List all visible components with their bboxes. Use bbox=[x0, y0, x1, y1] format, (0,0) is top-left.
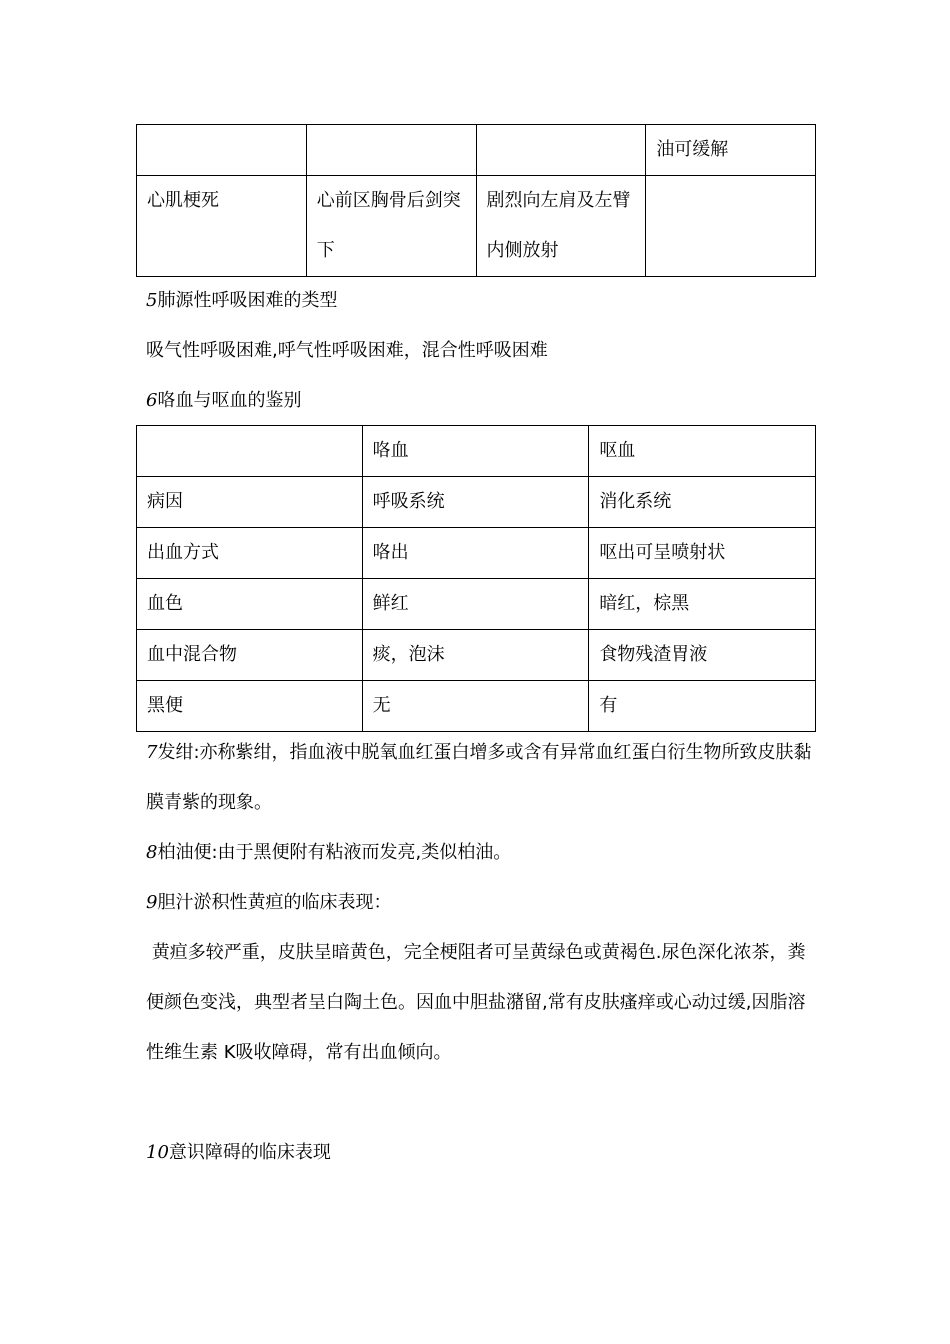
table-row bbox=[137, 681, 816, 732]
section-9-body: 黄疸多较严重，皮肤呈暗黄色，完全梗阻者可呈黄绿色或黄褐色.尿色深化浓茶，粪便颜色变浅，典型者呈白陶土色。因血中胆盐潴留,常有皮肤瘙痒或心动过缓,因脂溶性维生素 K吸收障碍，常有出血倾向。 bbox=[146, 942, 806, 1063]
table-cell: 病因 bbox=[137, 477, 363, 528]
table-cell: 食物残渣胃液 bbox=[589, 630, 816, 681]
table-cell: 黑便 bbox=[137, 681, 363, 732]
hemoptysis-hematemesis-table bbox=[136, 425, 816, 732]
table-cell: 咯出 bbox=[362, 528, 589, 579]
table-row bbox=[137, 125, 816, 176]
section-8-paragraph: 8柏油便:由于黑便附有粘液而发亮,类似柏油。 bbox=[146, 842, 512, 863]
table-cell: 鲜红 bbox=[362, 579, 589, 630]
section-9-heading: 9胆汁淤积性黄疸的临床表现： bbox=[146, 892, 392, 913]
table-cell: 痰，泡沫 bbox=[362, 630, 589, 681]
table-cell: 心前区胸骨后剑突下 bbox=[306, 176, 476, 277]
section-10-heading: 10意识障碍的临床表现 bbox=[146, 1142, 331, 1163]
table-cell bbox=[646, 176, 816, 277]
table-cell: 呕出可呈喷射状 bbox=[589, 528, 816, 579]
table-cell: 有 bbox=[589, 681, 816, 732]
table-row bbox=[137, 579, 816, 630]
table-header-cell: 咯血 bbox=[362, 426, 589, 477]
section-6-heading: 6咯血与呕血的鉴别 bbox=[146, 390, 302, 411]
table-cell bbox=[137, 125, 307, 176]
section-5-heading: 5肺源性呼吸困难的类型 bbox=[146, 290, 338, 311]
table-row bbox=[137, 528, 816, 579]
table-row bbox=[137, 630, 816, 681]
table-cell: 暗红，棕黑 bbox=[589, 579, 816, 630]
table-cell: 出血方式 bbox=[137, 528, 363, 579]
table-header-cell bbox=[137, 426, 363, 477]
table-cell: 心肌梗死 bbox=[137, 176, 307, 277]
table-cell: 油可缓解 bbox=[646, 125, 816, 176]
table-header-cell: 呕血 bbox=[589, 426, 816, 477]
section-5-body: 吸气性呼吸困难,呼气性呼吸困难，混合性呼吸困难 bbox=[146, 340, 548, 361]
table-row bbox=[137, 176, 816, 277]
symptom-table-continued bbox=[136, 124, 816, 277]
table-cell: 无 bbox=[362, 681, 589, 732]
table-cell: 呼吸系统 bbox=[362, 477, 589, 528]
table-cell: 血色 bbox=[137, 579, 363, 630]
table-cell: 剧烈向左肩及左臂内侧放射 bbox=[476, 176, 646, 277]
section-7-paragraph: 7发绀:亦称紫绀，指血液中脱氧血红蛋白增多或含有异常血红蛋白衍生物所致皮肤黏膜青紫的现象。 bbox=[146, 742, 812, 813]
table-cell bbox=[476, 125, 646, 176]
table-cell bbox=[306, 125, 476, 176]
table-cell: 血中混合物 bbox=[137, 630, 363, 681]
table-row bbox=[137, 477, 816, 528]
table-cell: 消化系统 bbox=[589, 477, 816, 528]
table-header-row bbox=[137, 426, 816, 477]
